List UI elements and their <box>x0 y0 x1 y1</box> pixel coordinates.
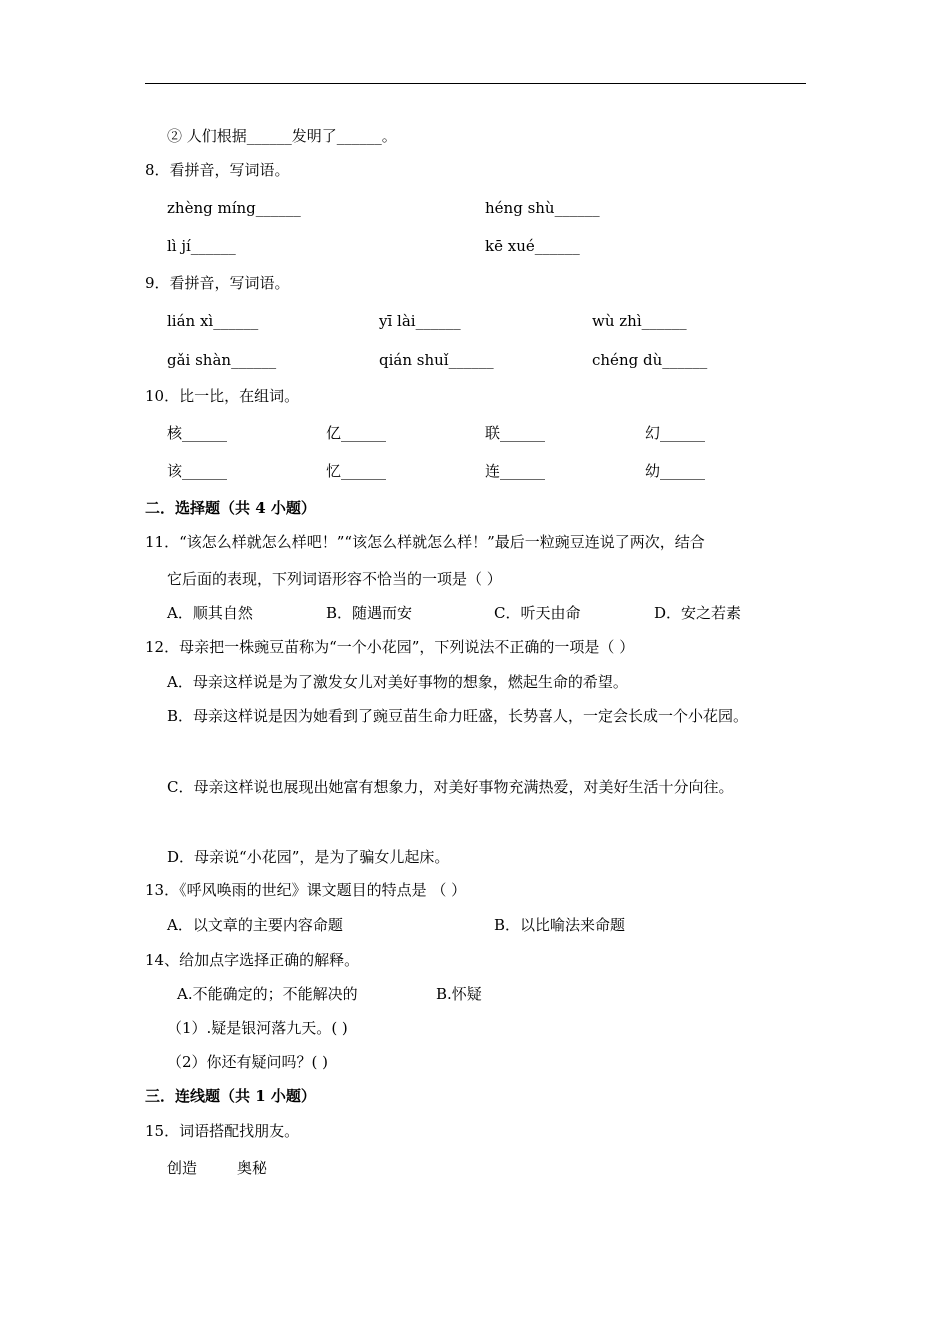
q8-item: zhèng míng______ <box>167 199 301 217</box>
q14-stem: 14、给加点字选择正确的解释。 <box>145 951 360 969</box>
section-heading-choice: 二．选择题（共 4 小题） <box>145 499 316 517</box>
q14-option[interactable]: A.不能确定的；不能解决的 <box>177 985 358 1003</box>
q9-item: lián xì______ <box>167 312 259 330</box>
q11-option[interactable]: B．随遇而安 <box>326 604 413 622</box>
q11-stem-line2: 它后面的表现，下列词语形容不恰当的一项是（ ） <box>167 570 502 588</box>
q12-option[interactable]: D．母亲说“小花园”，是为了骗女儿起床。 <box>167 848 450 866</box>
q10-stem: 10．比一比，在组词。 <box>145 387 300 405</box>
q10-item: 联______ <box>485 424 546 442</box>
q14-sub-question: （2）你还有疑问吗？( ) <box>167 1053 329 1071</box>
q12-option[interactable]: A．母亲这样说是为了激发女儿对美好事物的想象，燃起生命的希望。 <box>167 673 628 691</box>
q9-item: chéng dù______ <box>592 351 708 369</box>
q9-item: qián shuǐ______ <box>379 351 494 369</box>
q9-item: wù zhì______ <box>592 312 687 330</box>
q15-word[interactable]: 创造 <box>167 1159 198 1177</box>
q13-option[interactable]: A．以文章的主要内容命题 <box>167 916 343 934</box>
header-rule <box>145 83 806 84</box>
q10-item: 该______ <box>167 462 228 480</box>
q13-stem: 13．《呼风唤雨的世纪》课文题目的特点是 （ ） <box>145 881 467 899</box>
q15-stem: 15．词语搭配找朋友。 <box>145 1122 300 1140</box>
q9-stem: 9．看拼音，写词语。 <box>145 274 290 292</box>
q11-option[interactable]: A．顺其自然 <box>167 604 253 622</box>
q8-item: héng shù______ <box>485 199 600 217</box>
q9-item: gǎi shàn______ <box>167 351 277 369</box>
section-heading-matching: 三．连线题（共 1 小题） <box>145 1087 316 1105</box>
q8-stem: 8．看拼音，写词语。 <box>145 161 290 179</box>
q7-item-2: ② 人们根据______发明了______。 <box>167 127 397 145</box>
q10-item: 亿______ <box>326 424 387 442</box>
q9-item: yī lài______ <box>379 312 461 330</box>
q11-option[interactable]: C．听天由命 <box>494 604 581 622</box>
q8-item: kē xué______ <box>485 237 580 255</box>
q11-stem-line1: 11．“该怎么样就怎么样吧！”“该怎么样就怎么样！”最后一粒豌豆连说了两次，结合 <box>145 533 705 551</box>
q11-option[interactable]: D．安之若素 <box>654 604 742 622</box>
q10-item: 连______ <box>485 462 546 480</box>
q12-option[interactable]: B．母亲这样说是因为她看到了豌豆苗生命力旺盛，长势喜人，一定会长成一个小花园。 <box>167 707 749 725</box>
q10-item: 核______ <box>167 424 228 442</box>
q13-option[interactable]: B．以比喻法来命题 <box>494 916 626 934</box>
q12-option[interactable]: C．母亲这样说也展现出她富有想象力，对美好事物充满热爱，对美好生活十分向往。 <box>167 778 734 796</box>
q8-item: lì jí______ <box>167 237 236 255</box>
q12-stem: 12．母亲把一株豌豆苗称为“一个小花园”，下列说法不正确的一项是（ ） <box>145 638 635 656</box>
q10-item: 幼______ <box>645 462 706 480</box>
q10-item: 幻______ <box>645 424 706 442</box>
q14-option[interactable]: B.怀疑 <box>436 985 482 1003</box>
q10-item: 忆______ <box>326 462 387 480</box>
q14-sub-question: （1）.疑是银河落九天。( ) <box>167 1019 348 1037</box>
q15-word[interactable]: 奥秘 <box>237 1159 268 1177</box>
